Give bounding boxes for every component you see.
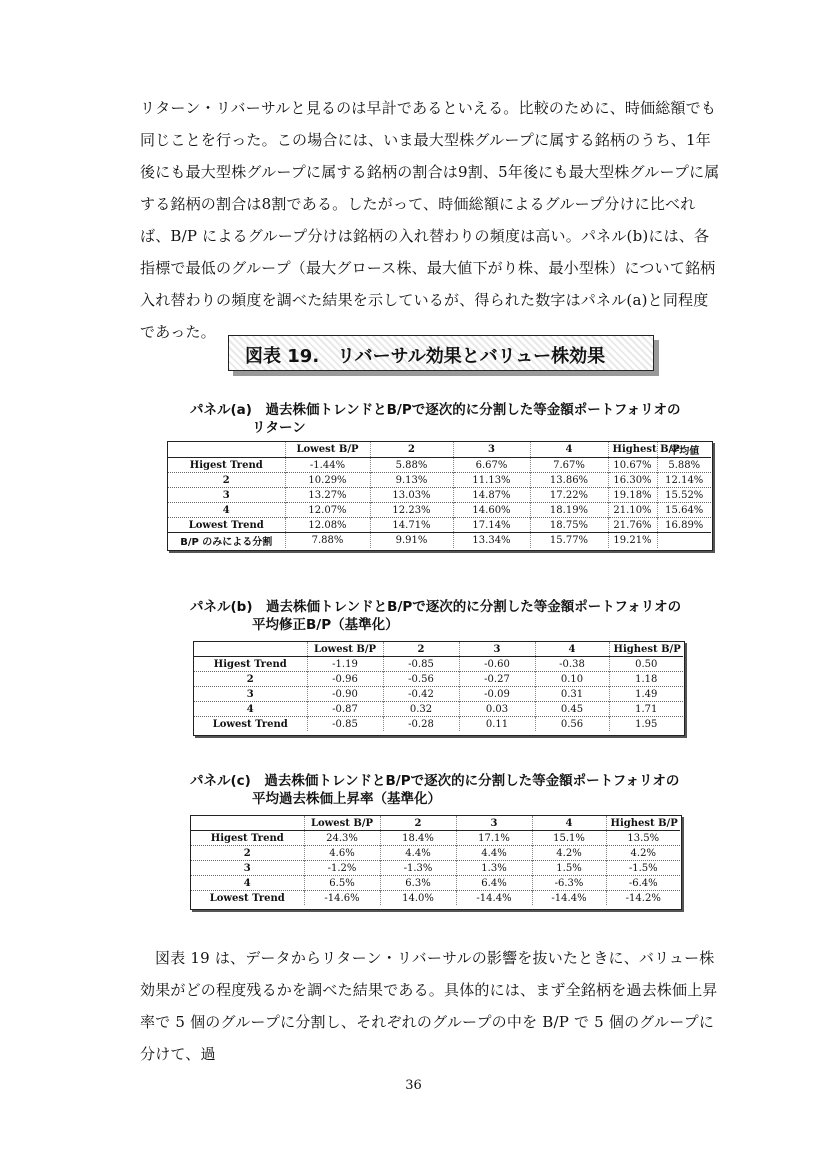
table-row <box>191 891 680 906</box>
footer-row <box>168 533 711 549</box>
table-cell: -0.09 <box>459 687 535 702</box>
table-cell: 5.88% <box>370 458 453 473</box>
table-row <box>191 831 680 846</box>
panel-c-table <box>191 816 680 905</box>
table-cell: 15.52% <box>657 488 711 503</box>
table-row <box>168 503 711 518</box>
table-cell: -0.56 <box>383 672 459 687</box>
table-cell: 5.88% <box>657 458 711 473</box>
table-header-row <box>168 442 711 458</box>
table-cell: -14.4% <box>456 891 532 906</box>
table-cell: 0.56 <box>535 717 609 732</box>
row-label: Lowest Trend <box>191 891 304 906</box>
row-label: Higest Trend <box>194 657 307 672</box>
table-row <box>168 473 711 488</box>
table-cell: 1.18 <box>609 672 683 687</box>
footer-cell: 13.34% <box>453 533 530 549</box>
column-header <box>191 816 304 831</box>
row-label: 3 <box>168 488 285 503</box>
table-cell: 16.89% <box>657 518 711 533</box>
table-cell: -1.5% <box>606 861 680 876</box>
table-cell: 13.86% <box>530 473 608 488</box>
table-cell: 4.2% <box>532 846 606 861</box>
table-row <box>168 518 711 533</box>
table-cell: 10.29% <box>285 473 370 488</box>
table-cell: -0.28 <box>383 717 459 732</box>
column-header <box>194 642 307 657</box>
table-cell: 6.4% <box>456 876 532 891</box>
table-cell: -0.87 <box>307 702 383 717</box>
table-cell: -0.85 <box>383 657 459 672</box>
panel-c-title <box>190 772 679 808</box>
panel-a-title-line2: リターン <box>252 420 306 436</box>
table-cell: 10.67% <box>608 458 657 473</box>
table-cell: -0.90 <box>307 687 383 702</box>
column-header: Highest B/P <box>606 816 680 831</box>
column-header: Highest B/P <box>609 642 683 657</box>
table-cell: 21.10% <box>608 503 657 518</box>
table-cell: 0.45 <box>535 702 609 717</box>
footer-cell: 19.21% <box>608 533 657 549</box>
table-cell: -14.2% <box>606 891 680 906</box>
figure-title-box <box>228 335 654 371</box>
column-header: 3 <box>453 442 530 458</box>
row-label: 4 <box>191 876 304 891</box>
column-header: 3 <box>459 642 535 657</box>
page-number: 36 <box>405 1078 422 1093</box>
table-cell: -0.27 <box>459 672 535 687</box>
table-cell: 1.71 <box>609 702 683 717</box>
table-cell: 13.27% <box>285 488 370 503</box>
panel-a-title-line1: パネル(a) 過去株価トレンドとB/Pで逐次的に分割した等金額ポートフォリオの <box>190 402 681 418</box>
table-cell: -14.6% <box>304 891 380 906</box>
table-row <box>191 846 680 861</box>
table-header-row <box>194 642 683 657</box>
table-cell: 17.1% <box>456 831 532 846</box>
footer-cell <box>657 533 711 549</box>
column-header: Lowest B/P <box>304 816 380 831</box>
column-header: 4 <box>532 816 606 831</box>
figure-title: 図表 19. リバーサル効果とバリュー株効果 <box>245 346 606 367</box>
table-cell: 0.10 <box>535 672 609 687</box>
table-cell: 0.32 <box>383 702 459 717</box>
column-header: 4 <box>530 442 608 458</box>
column-header <box>168 442 285 458</box>
row-label: Lowest Trend <box>194 717 307 732</box>
table-cell: 12.23% <box>370 503 453 518</box>
table-row <box>194 657 683 672</box>
table-cell: 24.3% <box>304 831 380 846</box>
table-row <box>194 672 683 687</box>
footer-cell: 15.77% <box>530 533 608 549</box>
panel-b-table <box>194 642 683 731</box>
row-label: 2 <box>194 672 307 687</box>
table-cell: 13.5% <box>606 831 680 846</box>
table-cell: 17.14% <box>453 518 530 533</box>
table-cell: -1.2% <box>304 861 380 876</box>
table-cell: 14.87% <box>453 488 530 503</box>
table-cell: 13.03% <box>370 488 453 503</box>
table-cell: 6.5% <box>304 876 380 891</box>
row-label: 4 <box>194 702 307 717</box>
table-cell: 19.18% <box>608 488 657 503</box>
column-header: Lowest B/P <box>307 642 383 657</box>
table-cell: -6.4% <box>606 876 680 891</box>
row-label: Higest Trend <box>191 831 304 846</box>
table-cell: -14.4% <box>532 891 606 906</box>
table-cell: -0.85 <box>307 717 383 732</box>
table-cell: 12.14% <box>657 473 711 488</box>
table-cell: 9.13% <box>370 473 453 488</box>
table-cell: 15.64% <box>657 503 711 518</box>
table-cell: 21.76% <box>608 518 657 533</box>
panel-b-title <box>190 598 681 634</box>
table-cell: 7.67% <box>530 458 608 473</box>
table-cell: -0.60 <box>459 657 535 672</box>
table-cell: 0.50 <box>609 657 683 672</box>
table-cell: 12.07% <box>285 503 370 518</box>
row-label: 4 <box>168 503 285 518</box>
table-cell: -1.44% <box>285 458 370 473</box>
column-header: Lowest B/P <box>285 442 370 458</box>
table-cell: 16.30% <box>608 473 657 488</box>
table-cell: 1.95 <box>609 717 683 732</box>
table-cell: 12.08% <box>285 518 370 533</box>
column-header: 平均値 <box>657 442 711 458</box>
footer-label: B/P のみによる分割 <box>168 533 285 549</box>
panel-c-title-line1: パネル(c) 過去株価トレンドとB/Pで逐次的に分割した等金額ポートフォリオの <box>190 773 680 789</box>
table-cell: 14.0% <box>380 891 456 906</box>
table-cell: 18.75% <box>530 518 608 533</box>
table-cell: 4.2% <box>606 846 680 861</box>
table-cell: -0.38 <box>535 657 609 672</box>
column-header: 2 <box>370 442 453 458</box>
table-cell: 14.60% <box>453 503 530 518</box>
panel-c-title-line2: 平均過去株価上昇率（基準化） <box>252 791 441 807</box>
table-cell: 15.1% <box>532 831 606 846</box>
table-row <box>168 488 711 503</box>
table-cell: 4.4% <box>456 846 532 861</box>
footer-cell: 9.91% <box>370 533 453 549</box>
table-cell: 1.3% <box>456 861 532 876</box>
table-cell: 0.11 <box>459 717 535 732</box>
table-cell: 18.19% <box>530 503 608 518</box>
intro-paragraph: リターン・リバーサルと見るのは早計であるといえる。比較のために、時価総額でも同じことを行った。この場合には、いま最大型株グループに属する銘柄のうち、1年後にも最大型株グループに属する銘柄の割合は9割、5年後にも最大型株グループに属する銘柄の割合は8割である。したがって、時価総額によるグループ分けに比べれば、B/P によるグループ分けは銘柄の入れ替わりの頻度は高い。パネル(b)には、各指標で最低のグループ（最大グロース株、最大値下がり株、最小型株）について銘柄入れ替わりの頻度を調べた結果を示しているが、得られた数字はパネル(a)と同程度であった。 <box>140 99 720 341</box>
table-cell: 18.4% <box>380 831 456 846</box>
table-row <box>194 717 683 732</box>
row-label: 3 <box>191 861 304 876</box>
table-row <box>194 702 683 717</box>
panel-b-title-line2: 平均修正B/P（基準化） <box>252 617 399 633</box>
panel-a-table <box>168 442 711 548</box>
row-label: 2 <box>168 473 285 488</box>
panel-a-title <box>190 401 681 437</box>
column-header: Highest B/P <box>608 442 657 458</box>
table-row <box>191 876 680 891</box>
outro-paragraph: 図表 19 は、データからリターン・リバーサルの影響を抜いたときに、バリュー株効果がどの程度残るかを調べた結果である。具体的には、まず全銘柄を過去株価上昇率で 5 個のグループに分割し、それぞれのグループの中を B/P で 5 個のグループに分けて、過 <box>140 949 718 1063</box>
table-cell: 1.49 <box>609 687 683 702</box>
table-cell: 0.03 <box>459 702 535 717</box>
table-cell: 6.67% <box>453 458 530 473</box>
column-header: 2 <box>383 642 459 657</box>
panel-b-title-line1: パネル(b) 過去株価トレンドとB/Pで逐次的に分割した等金額ポートフォリオの <box>190 599 682 615</box>
footer-cell: 7.88% <box>285 533 370 549</box>
row-label: 3 <box>194 687 307 702</box>
column-header: 3 <box>456 816 532 831</box>
table-cell: -0.96 <box>307 672 383 687</box>
table-cell: -6.3% <box>532 876 606 891</box>
table-header-row <box>191 816 680 831</box>
table-cell: -1.19 <box>307 657 383 672</box>
table-cell: 4.4% <box>380 846 456 861</box>
table-cell: 17.22% <box>530 488 608 503</box>
table-row <box>194 687 683 702</box>
row-label: Higest Trend <box>168 458 285 473</box>
table-cell: -0.42 <box>383 687 459 702</box>
table-cell: 6.3% <box>380 876 456 891</box>
table-cell: 0.31 <box>535 687 609 702</box>
table-cell: 1.5% <box>532 861 606 876</box>
table-cell: -1.3% <box>380 861 456 876</box>
row-label: 2 <box>191 846 304 861</box>
table-cell: 4.6% <box>304 846 380 861</box>
column-header: 4 <box>535 642 609 657</box>
column-header: 2 <box>380 816 456 831</box>
table-cell: 14.71% <box>370 518 453 533</box>
table-cell: 11.13% <box>453 473 530 488</box>
table-row <box>168 458 711 473</box>
row-label: Lowest Trend <box>168 518 285 533</box>
table-row <box>191 861 680 876</box>
